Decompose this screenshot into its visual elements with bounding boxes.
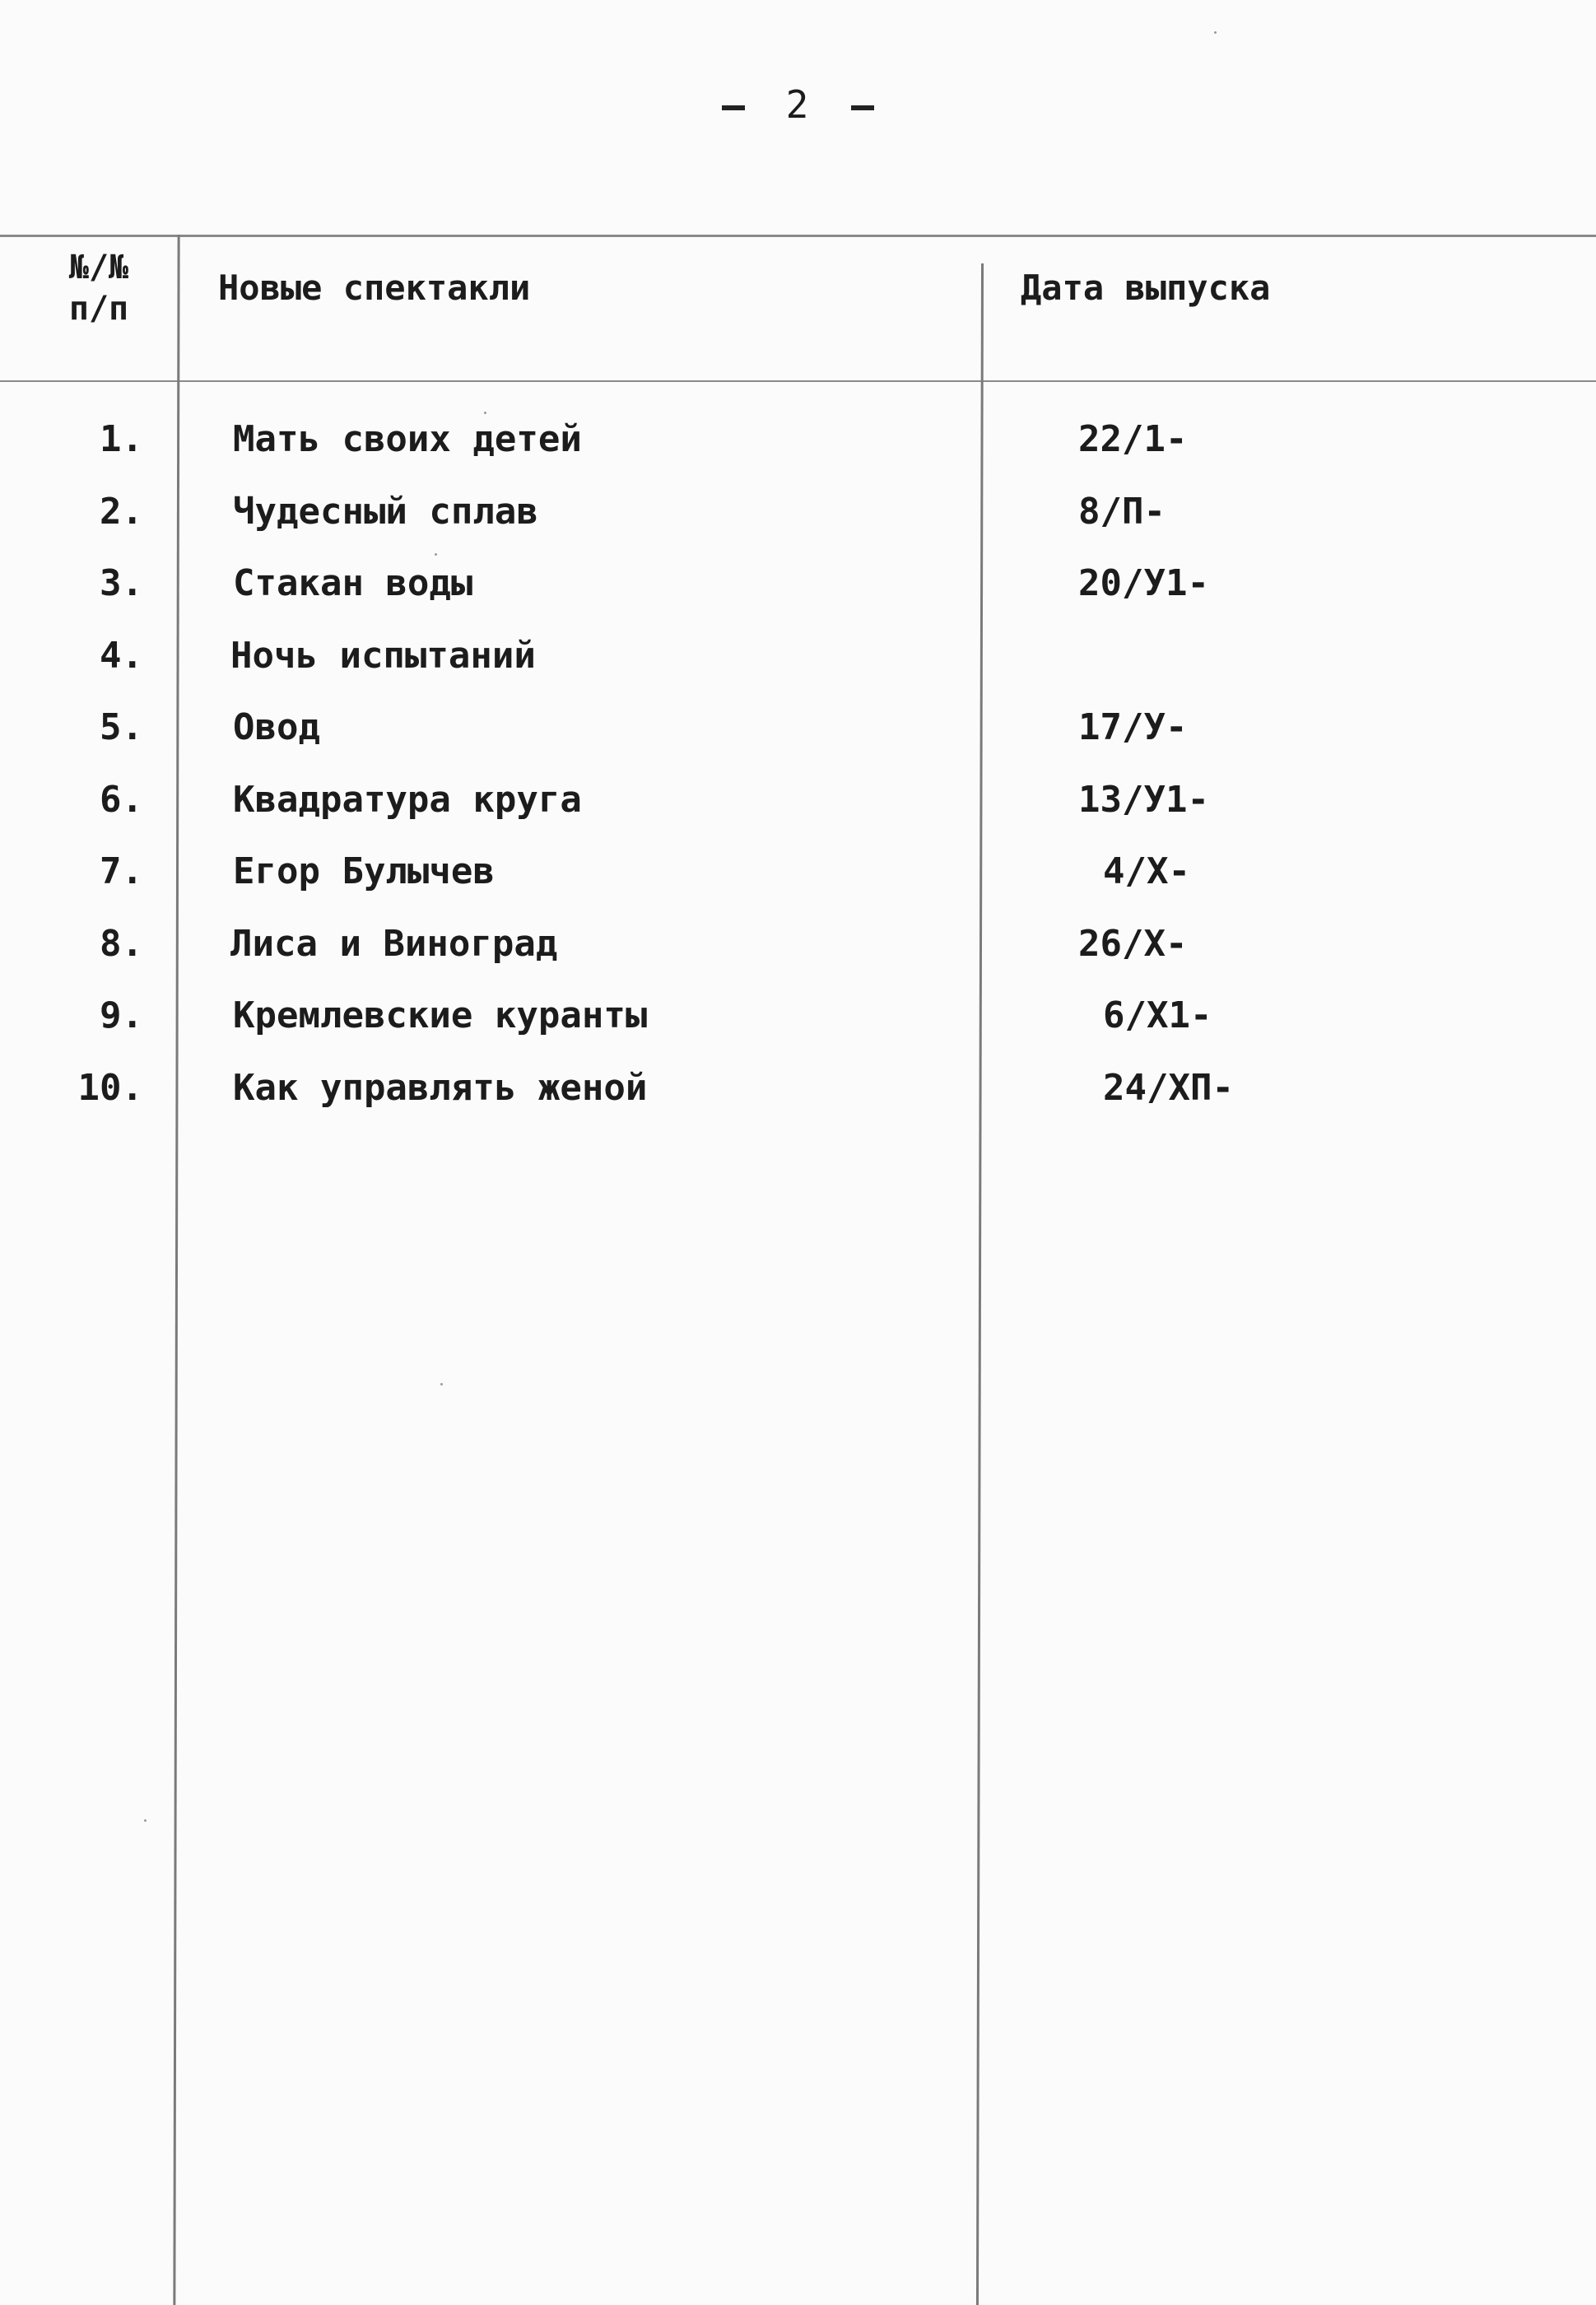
header-date-column: Дата выпуска [1021,268,1271,308]
row-title: Овод [233,706,320,748]
scan-speck [435,553,437,556]
row-number: 10. [77,1066,143,1109]
row-number: 3. [100,562,143,604]
row-title: Чудесный сплав [233,490,538,533]
table-row [0,779,1596,851]
table-row [0,562,1596,635]
row-title: Квадратура круга [233,778,582,821]
table-row [0,923,1596,995]
row-date: 13/У1- [1078,778,1209,821]
scan-speck [144,1819,147,1822]
row-title: Мать своих детей [233,418,582,460]
row-date: 20/У1- [1078,562,1209,604]
page-number-text: 2 [785,82,811,127]
row-title: Стакан воды [233,562,473,604]
row-date: 8/П- [1078,490,1166,533]
row-number: 2. [100,490,143,533]
row-date: 4/Х- [1103,850,1190,892]
row-number: 4. [100,634,143,677]
row-date: 24/ХП- [1103,1066,1234,1109]
row-number: 6. [100,778,143,821]
row-number: 1. [100,418,143,460]
table-row [0,994,1596,1067]
table-row [0,1067,1596,1139]
row-title: Кремлевские куранты [233,994,648,1036]
scan-speck [440,1383,443,1385]
row-number: 7. [100,850,143,892]
row-number: 5. [100,706,143,748]
table-row [0,850,1596,923]
table-top-rule [0,235,1596,237]
table-row [0,418,1596,491]
table-header-rule [0,380,1596,382]
page-number-dash-left [722,105,745,110]
header-title-column: Новые спектакли [218,268,531,308]
table-body [0,418,1596,1139]
row-title: Лиса и Виноград [230,922,558,965]
row-date: 26/Х- [1078,922,1188,965]
table-row [0,491,1596,563]
scan-speck [484,412,486,414]
row-title: Ночь испытаний [230,634,536,677]
row-number: 9. [100,994,143,1036]
row-title: Как управлять женой [233,1066,648,1109]
page-number-dash-right [851,105,874,110]
header-number-line1: №/№ [68,249,129,286]
row-date: 17/У- [1078,706,1188,748]
header-number-line2: п/п [68,290,129,328]
row-date: 6/Х1- [1103,994,1212,1036]
row-number: 8. [100,922,143,965]
table-row [0,635,1596,707]
page-number [0,82,1596,127]
header-number-column [49,247,148,329]
table-row [0,706,1596,779]
scan-speck [1214,31,1217,34]
row-date: 22/1- [1078,418,1188,460]
row-title: Егор Булычев [233,850,495,892]
